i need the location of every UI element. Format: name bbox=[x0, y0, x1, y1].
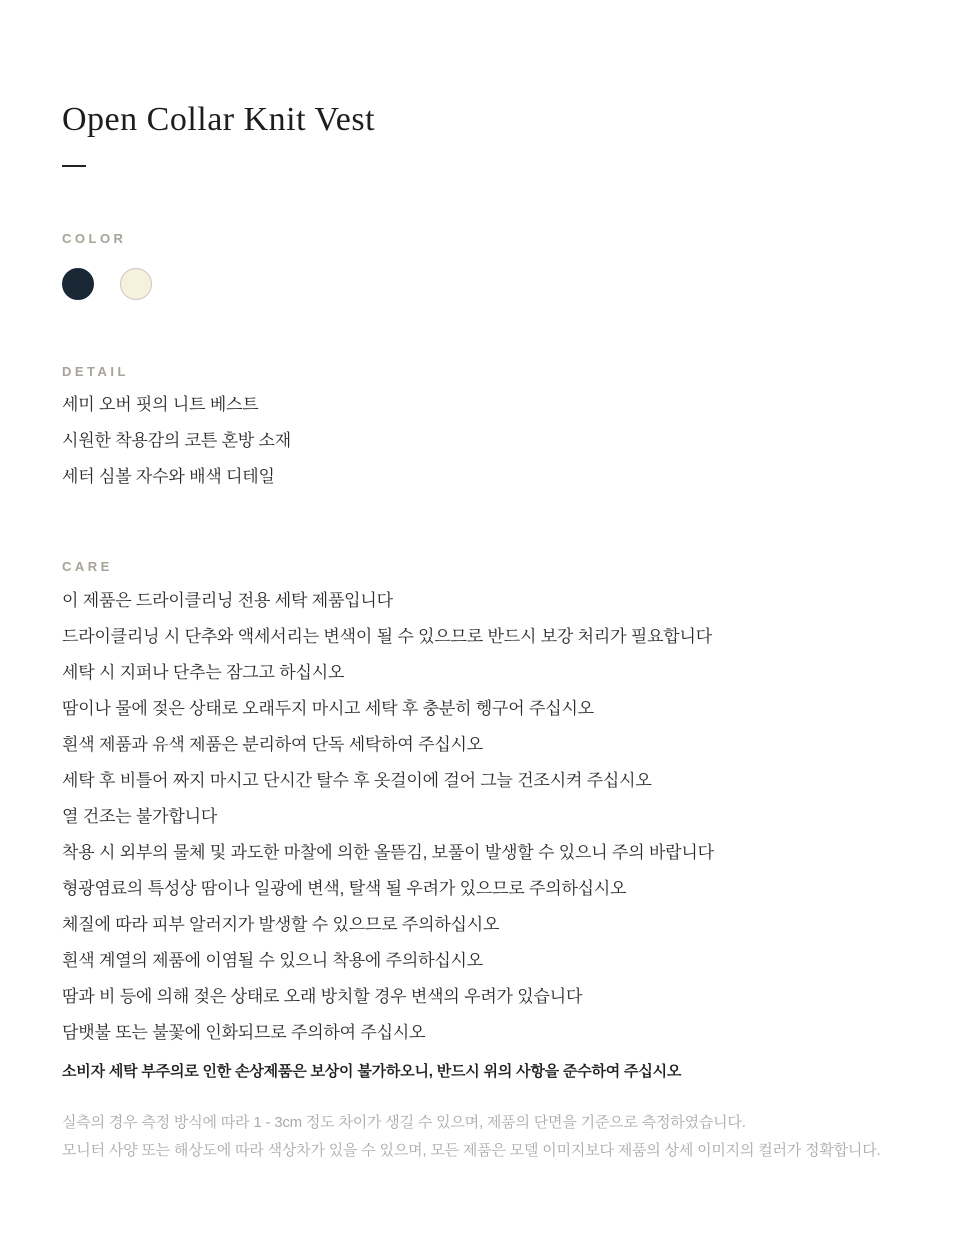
footer-note-line: 실측의 경우 측정 방식에 따라 1 - 3cm 정도 차이가 생길 수 있으며, 제품의 단면을 기준으로 측정하였습니다. bbox=[62, 1113, 746, 1131]
footer-notes bbox=[62, 1109, 900, 1165]
color-section-label: COLOR bbox=[62, 231, 127, 247]
care-line: 열 건조는 불가합니다 bbox=[62, 806, 218, 826]
care-section bbox=[62, 559, 900, 1087]
care-line: 흰색 계열의 제품에 이염될 수 있으니 착용에 주의하십시오 bbox=[62, 950, 483, 970]
color-swatch-ivory[interactable] bbox=[120, 268, 152, 300]
care-line: 땀이나 물에 젖은 상태로 오래두지 마시고 세탁 후 충분히 헹구어 주십시오 bbox=[62, 698, 594, 718]
care-lines bbox=[62, 583, 900, 1051]
care-line: 흰색 제품과 유색 제품은 분리하여 단독 세탁하여 주십시오 bbox=[62, 734, 483, 754]
care-line: 착용 시 외부의 물체 및 과도한 마찰에 의한 올뜯김, 보풀이 발생할 수 있으니 주의 바랍니다 bbox=[62, 842, 714, 862]
detail-lines bbox=[62, 387, 900, 495]
care-section-label: CARE bbox=[62, 559, 113, 575]
care-line: 땀과 비 등에 의해 젖은 상태로 오래 방치할 경우 변색의 우려가 있습니다 bbox=[62, 986, 583, 1006]
care-line: 세탁 후 비틀어 짜지 마시고 단시간 탈수 후 옷걸이에 걸어 그늘 건조시켜 주십시오 bbox=[62, 770, 652, 790]
detail-section-label: DETAIL bbox=[62, 363, 129, 379]
color-section bbox=[62, 231, 900, 300]
care-line: 담뱃불 또는 불꽃에 인화되므로 주의하여 주십시오 bbox=[62, 1022, 426, 1042]
detail-line: 시원한 착용감의 코튼 혼방 소재 bbox=[62, 431, 291, 451]
care-line: 형광염료의 특성상 땀이나 일광에 변색, 탈색 될 우려가 있으므로 주의하십시오 bbox=[62, 878, 627, 898]
detail-line: 세터 심볼 자수와 배색 디테일 bbox=[62, 467, 275, 487]
care-line: 이 제품은 드라이클리닝 전용 세탁 제품입니다 bbox=[62, 590, 393, 610]
detail-line: 세미 오버 핏의 니트 베스트 bbox=[62, 395, 259, 415]
detail-section bbox=[62, 364, 900, 496]
footer-note-line: 모니터 사양 또는 해상도에 따라 색상차가 있을 수 있으며, 모든 제품은 모델 이미지보다 제품의 상세 이미지의 컬러가 정확합니다. bbox=[62, 1141, 881, 1159]
care-warning-line: 소비자 세탁 부주의로 인한 손상제품은 보상이 불가하오니, 반드시 위의 사항을 준수하여 주십시오 bbox=[62, 1062, 682, 1080]
care-line: 체질에 따라 피부 알러지가 발생할 수 있으므로 주의하십시오 bbox=[62, 914, 500, 934]
page-title: Open Collar Knit Vest bbox=[62, 101, 376, 138]
title-divider bbox=[62, 165, 86, 167]
care-line: 세탁 시 지퍼나 단추는 잠그고 하십시오 bbox=[62, 662, 345, 682]
color-swatch-dark-navy[interactable] bbox=[62, 268, 94, 300]
color-swatch-row bbox=[62, 268, 900, 300]
care-line: 드라이클리닝 시 단추와 액세서리는 변색이 될 수 있으므로 반드시 보강 처리가 필요합니다 bbox=[62, 626, 712, 646]
